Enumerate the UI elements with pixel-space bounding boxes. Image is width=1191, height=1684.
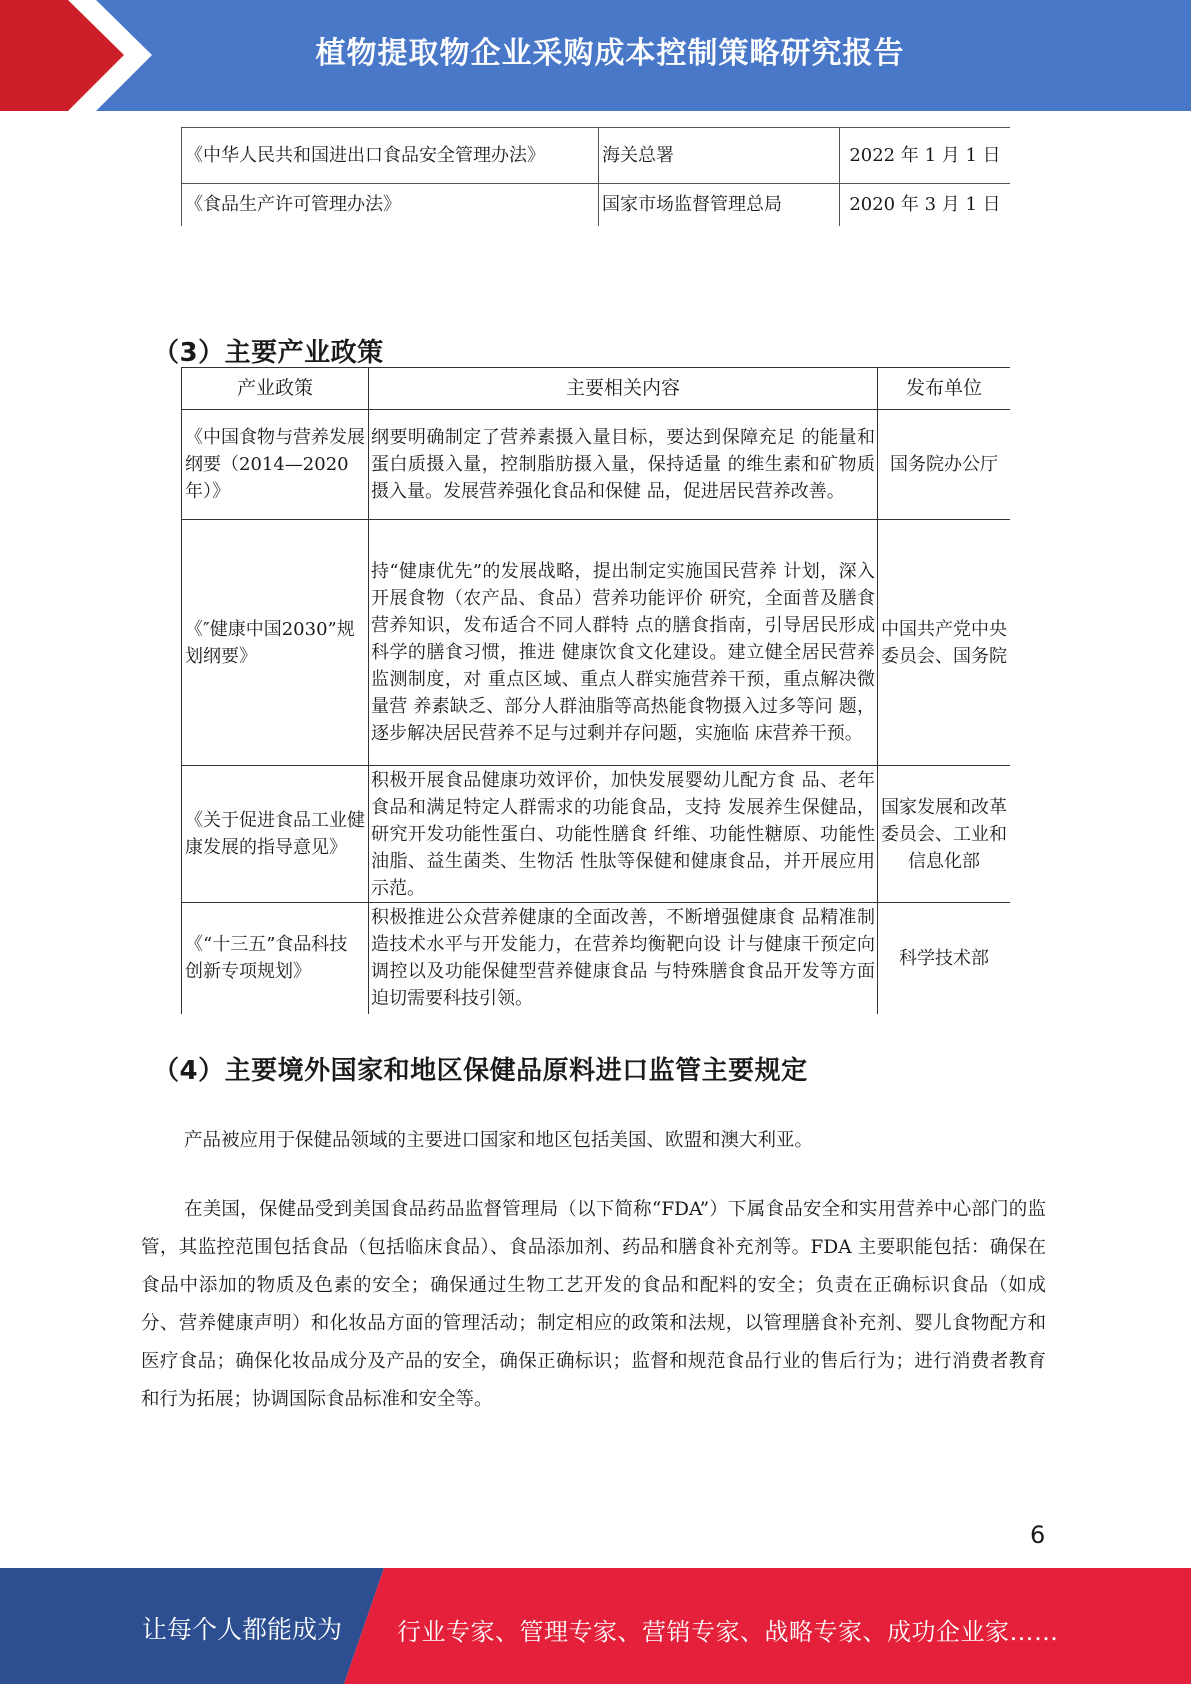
- policy-org: 科学技术部: [878, 903, 1011, 1014]
- table-row: [182, 128, 1011, 184]
- policy-name: 《关于促进食品工业健康发展的指导意见》: [182, 766, 369, 903]
- regulations-table: [181, 127, 1010, 226]
- regulation-date: 2022 年 1 月 1 日: [840, 128, 1011, 184]
- table-header-row: [182, 368, 1011, 410]
- policy-content: 积极开展食品健康功效评价，加快发展婴幼儿配方食 品、老年食品和满足特定人群需求的功能食品，支持 发展养生保健品，研究开发功能性蛋白、功能性膳食 纤维、功能性糖原、功能性油脂、益生菌类、生物活 性肽等保健和健康食品，并开展应用示范。: [369, 766, 878, 903]
- column-header-org: 发布单位: [878, 368, 1011, 410]
- policy-org: 国务院办公厅: [878, 410, 1011, 520]
- regulation-org: 国家市场监督管理总局: [599, 184, 840, 226]
- table-row: [182, 410, 1011, 520]
- table-row: [182, 184, 1011, 226]
- table-row: [182, 520, 1011, 766]
- regulation-date: 2020 年 3 月 1 日: [849, 194, 1001, 216]
- body-paragraph: 在美国，保健品受到美国食品药品监督管理局（以下简称“FDA”）下属食品安全和实用营养中心部门的监管，其监控范围包括食品（包括临床食品）、食品添加剂、药品和膳食补充剂等。FDA 主要职能包括：确保在食品中添加的物质及色素的安全；确保通过生物工艺开发的食品和配料的安全；负责在正确标识食品（如成分、营养健康声明）和化妆品方面的管理活动；制定相应的政策和法规，以管理膳食补充剂、婴儿食物配方和医疗食品；确保化妆品成分及产品的安全，确保正确标识；监督和规范食品行业的售后行为；进行消费者教育和行为拓展；协调国际食品标准和安全等。: [141, 1199, 1046, 1410]
- policy-content: 持“健康优先”的发展战略，提出制定实施国民营养 计划，深入开展食物（农产品、食品）营养功能评价 研究，全面普及膳食营养知识，发布适合不同人群特 点的膳食指南，引导居民形成科学的膳食习惯，推进 健康饮食文化建设。建立健全居民营养监测制度，对 重点区域、重点人群实施营养干预，重点解决微量营 养素缺乏、部分人群油脂等高热能食物摄入过多等问 题，逐步解决居民营养不足与过剩并存问题，实施临 床营养干预。: [369, 520, 878, 766]
- industry-policy-table: [181, 367, 1010, 1014]
- policy-name: 《中国食物与营养发展纲要（2014—2020 年）》: [182, 410, 369, 520]
- section-3-heading: （3）主要产业政策: [153, 338, 384, 368]
- regulation-org: 海关总署: [599, 128, 840, 184]
- footer-slogan-left: 让每个人都能成为: [142, 1615, 343, 1644]
- header-chevron-decoration: [0, 0, 160, 111]
- policy-org: 中国共产党中央委员会、国务院: [878, 520, 1011, 766]
- policy-name: 《″健康中国2030”规划纲要》: [182, 520, 369, 766]
- policy-org: 国家发展和改革委员会、工业和信息化部: [878, 766, 1011, 903]
- table-row: [182, 903, 1011, 1014]
- section-4-heading: （4）主要境外国家和地区保健品原料进口监管主要规定: [153, 1056, 808, 1086]
- policy-name: 《“十三五”食品科技创新专项规划》: [182, 903, 369, 1014]
- policy-content: 纲要明确制定了营养素摄入量目标，要达到保障充足 的能量和蛋白质摄入量，控制脂肪摄入量，保持适量 的维生素和矿物质摄入量。发展营养强化食品和保健 品，促进居民营养改善。: [369, 410, 878, 520]
- page-number: 6: [1030, 1521, 1046, 1549]
- report-title: 植物提取物企业采购成本控制策略研究报告: [315, 36, 905, 71]
- body-paragraph: 产品被应用于保健品领域的主要进口国家和地区包括美国、欧盟和澳大利亚。: [184, 1130, 814, 1151]
- regulation-name: 《食品生产许可管理办法》: [182, 184, 599, 226]
- table-row: [182, 766, 1011, 903]
- regulation-name: 《中华人民共和国进出口食品安全管理办法》: [182, 128, 599, 184]
- column-header-policy: 产业政策: [182, 368, 369, 410]
- page-footer: [0, 1568, 1191, 1684]
- footer-slogan-right: 行业专家、管理专家、营销专家、战略专家、成功企业家……: [397, 1618, 1059, 1646]
- column-header-content: 主要相关内容: [369, 368, 878, 410]
- page-header: [0, 0, 1191, 111]
- policy-content: 积极推进公众营养健康的全面改善，不断增强健康食 品精准制造技术水平与开发能力，在营养均衡靶向设 计与健康干预定向调控以及功能保健型营养健康食品 与特殊膳食食品开发等方面迫切需要科技引领。: [369, 903, 878, 1014]
